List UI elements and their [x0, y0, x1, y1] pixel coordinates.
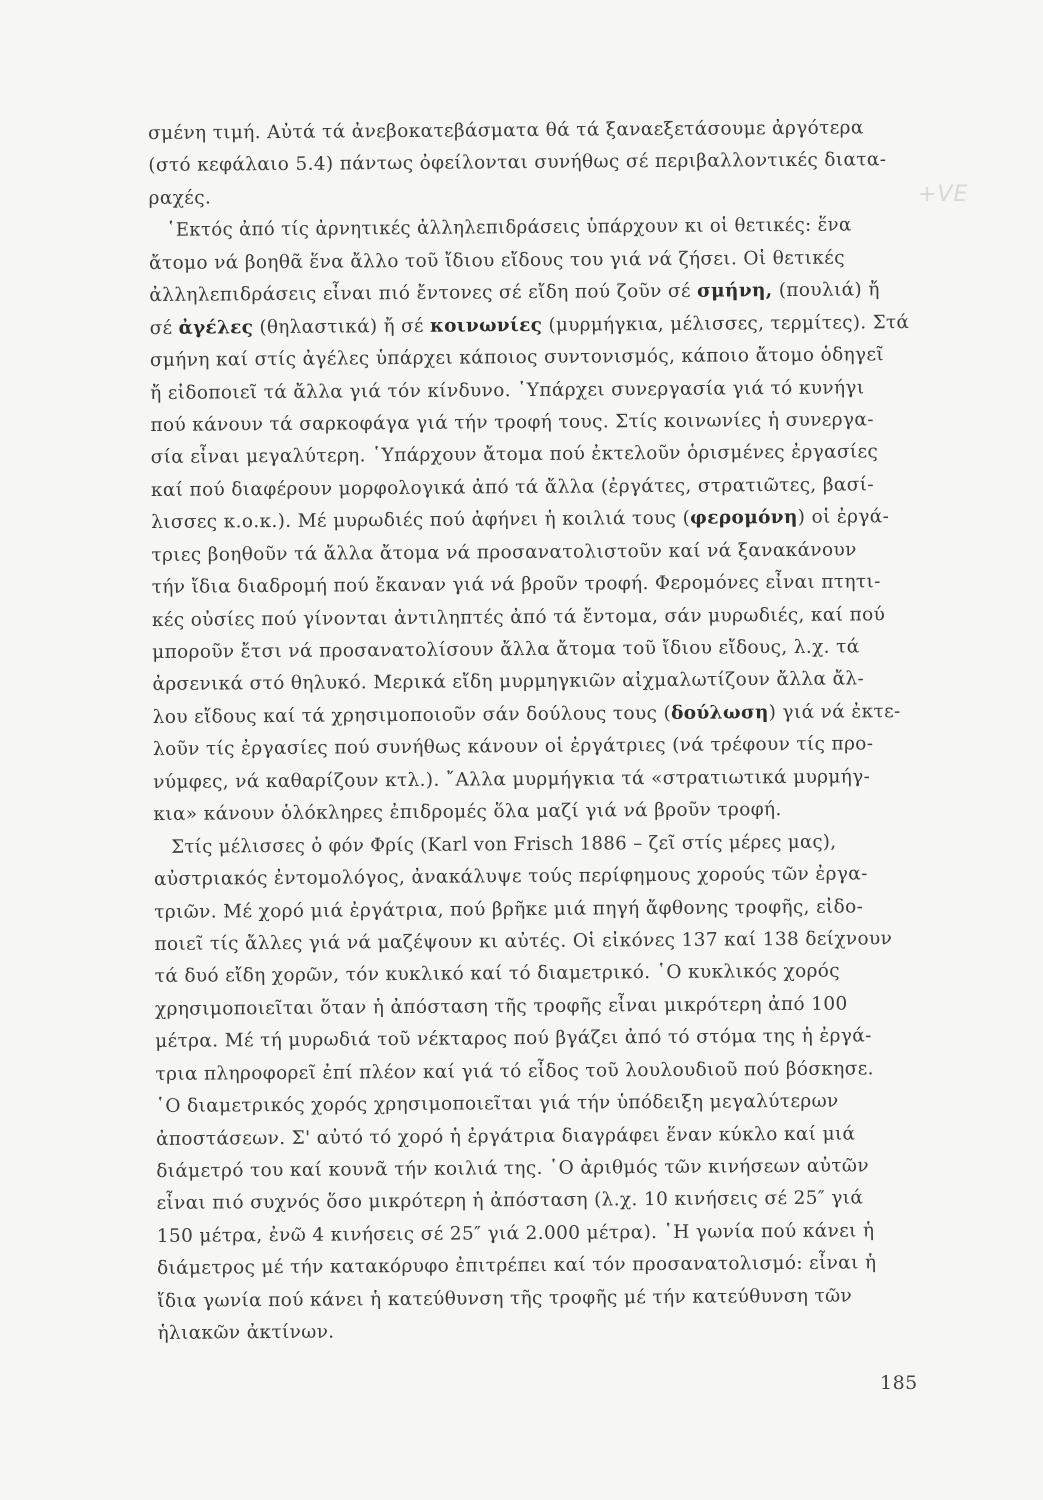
text-segment: εἶναι πιό συχνός ὅσο μικρότερη ἡ ἀπόσταση (λ.χ. 10 κινήσεις σέ 25″ γιά [156, 1187, 864, 1215]
text-segment: ἤ εἰδοποιεῖ τά ἄλλα γιά τόν κίνδυνο. ῾Υπάρχει συνεργασία γιά τό κυνήγι [150, 376, 865, 404]
text-segment: μέτρα. Μέ τή μυρωδιά τοῦ νέκταρος πού βγάζει ἀπό τό στόμα της ἡ ἐργά- [155, 1025, 872, 1053]
text-segment: ραχές. [148, 187, 212, 209]
text-line [154, 826, 914, 864]
text-segment: ἀποστάσεων. Σ' αὐτό τό χορό ἡ ἐργάτρια διαγράφει ἕναν κύκλο καί μιά [155, 1123, 856, 1150]
text-line [152, 566, 912, 604]
text-segment: (πουλιά) ἤ [772, 279, 880, 302]
text-segment: κές οὐσίες πού γίνονται ἀντιληπτές ἀπό τά ἔντομα, σάν μυρωδιές, καί πού [151, 603, 886, 631]
text-segment: ἡλιακῶν ἀκτίνων. [157, 1321, 335, 1345]
text-segment: ἴδια γωνία πού κάνει ἡ κατεύθυνση τῆς τροφῆς μέ τήν κατεύθυνση τῶν [157, 1285, 853, 1312]
text-segment: σμένη τιμή. Αὐτά τά ἀνεβοκατεβάσματα θά τά ξαναεξετάσουμε ἀργότερα [148, 117, 864, 144]
text-segment: ποιεῖ τίς ἄλλες γιά νά μαζέψουν κι αὐτές. Οἱ εἰκόνες 137 καί 138 δείχνουν [154, 928, 893, 955]
text-segment: σία εἶναι μεγαλύτερη. ῾Υπάρχουν ἄτομα πού ἐκτελοῦν ὁρισμένες ἐργασίες [150, 441, 879, 469]
text-segment: διάμετρος μέ τήν κατακόρυφο ἐπιτρέπει καί τόν προσανατολισμό: εἶναι ἡ [156, 1252, 877, 1280]
text-segment: διάμετρό του καί κουνᾶ τήν κοιλιά της. ῾Ο ἀριθμός τῶν κινήσεων αὐτῶν [156, 1155, 869, 1182]
text-segment: ἀλληλεπιδράσεις εἶναι πιό ἔντονες σέ εἴδη πού ζοῦν σέ [149, 280, 698, 307]
text-line [150, 339, 910, 377]
text-segment: πού κάνουν τά σαρκοφάγα γιά τήν τροφή τους. Στίς κοινωνίες ἡ συνεργα- [150, 409, 874, 436]
text-segment: λοῦν τίς ἐργασίες πού συνήθως κάνουν οἱ ἐργάτριες (νά τρέφουν τίς προ- [152, 733, 874, 761]
bold-term: φερομόνη [690, 507, 798, 530]
text-segment: αὐστριακός ἐντομολόγος, ἀνακάλυψε τούς περίφημους χορούς τῶν ἐργα- [153, 863, 868, 891]
text-segment: Στίς μέλισσες ὁ φόν Φρίς (Karl von Frisch 1886 – ζεῖ στίς μέρες μας), [171, 831, 837, 858]
bold-term: δούλωση [670, 702, 769, 724]
text-segment: λου εἴδους καί τά χρησιμοποιοῦν σάν δούλους τους ( [152, 702, 672, 728]
bold-term: κοινωνίες [429, 314, 543, 337]
text-segment: (μυρμήγκια, μέλισσες, τερμίτες). Στά [542, 311, 910, 336]
text-line [150, 307, 910, 345]
text-line [157, 1312, 917, 1350]
text-segment: σέ [149, 317, 179, 339]
text-segment: μποροῦν ἔτσι νά προσανατολίσουν ἄλλα ἄτομα τοῦ ἴδιου εἴδους, λ.χ. τά [152, 636, 860, 663]
text-segment: (στό κεφάλαιο 5.4) πάντως ὀφείλονται συνήθως σέ περιβαλλοντικές διατα- [148, 149, 887, 177]
text-line [154, 858, 914, 896]
text-segment: 150 μέτρα, ἐνῶ 4 κινήσεις σέ 25″ γιά 2.000 μέτρα). ῾Η γωνία πού κάνει ἡ [156, 1220, 875, 1247]
text-segment: ) γιά νά ἐκτε- [768, 700, 901, 724]
text-segment: λισσες κ.ο.κ.). Μέ μυρωδιές πού ἀφήνει ἡ κοιλιά τους ( [151, 508, 691, 534]
text-segment: τρια πληροφορεῖ ἐπί πλέον καί γιά τό εἶδος τοῦ λουλουδιοῦ πού βόσκησε. [155, 1058, 874, 1085]
text-segment: νύμφες, νά καθαρίζουν κτλ.). ῎Αλλα μυρμήγκια τά «στρατιωτικά μυρμήγ- [153, 766, 871, 793]
text-line [149, 209, 909, 247]
text-line [148, 144, 908, 182]
text-segment: ἀρσενικά στό θηλυκό. Μερικά εἴδη μυρμηγκιῶν αἰχμαλωτίζουν ἄλλα ἄλ- [152, 668, 865, 696]
text-line [153, 761, 913, 799]
text-segment: σμήνη καί στίς ἀγέλες ὑπάρχει κάποιος συντονισμός, κάποιο ἄτομο ὁδηγεῖ [149, 344, 885, 372]
text-line [156, 1085, 916, 1123]
margin-pencil-mark: +VE [918, 182, 969, 207]
text-segment: καί πού διαφέρουν μορφολογικά ἀπό τά ἄλλα (ἐργάτες, στρατιῶτες, βασί- [150, 474, 874, 501]
text-segment: ῾Ο διαμετρικός χορός χρησιμοποιεῖται γιά τήν ὑπόδειξη μεγαλύτερων [155, 1090, 839, 1118]
page-number: 185 [880, 1372, 918, 1394]
text-segment: τήν ἴδια διαδρομή πού ἔκαναν γιά νά βροῦν τροφή. Φερομόνες εἶναι πτητι- [151, 571, 881, 599]
text-segment: ) οἱ ἐργά- [797, 506, 890, 529]
text-segment: ῾Εκτός ἀπό τίς ἀρνητικές ἀλληλεπιδράσεις ὑπάρχουν κι οἱ θετικές: ἕνα [166, 214, 852, 242]
text-segment: τριῶν. Μέ χορό μιά ἐργάτρια, πού βρῆκε μιά πηγή ἄφθονης τροφῆς, εἰδο- [154, 895, 864, 923]
body-text [148, 112, 918, 1351]
text-line [157, 1280, 917, 1318]
text-segment: χρησιμοποιεῖται ὅταν ἡ ἀπόσταση τῆς τροφῆς εἶναι μικρότερη ἀπό 100 [154, 993, 848, 1020]
text-segment: τριες βοηθοῦν τά ἄλλα ἄτομα νά προσανατολιστοῦν καί νά ξανακάνουν [151, 539, 857, 566]
text-segment: (θηλαστικά) ἤ σέ [253, 315, 431, 338]
bold-term: ἀγέλες [178, 316, 254, 339]
text-segment: τά δυό εἴδη χορῶν, τόν κυκλικό καί τό διαμετρικό. ῾Ο κυκλικός χορός [154, 960, 841, 988]
text-segment: κια» κάνουν ὁλόκληρες ἐπιδρομές ὅλα μαζί γιά νά βροῦν τροφή. [153, 799, 782, 826]
bold-term: σμήνη, [697, 280, 773, 302]
text-segment: ἄτομο νά βοηθᾶ ἕνα ἄλλο τοῦ ἴδιου εἴδους του γιά νά ζήσει. Οἱ θετικές [149, 247, 845, 274]
